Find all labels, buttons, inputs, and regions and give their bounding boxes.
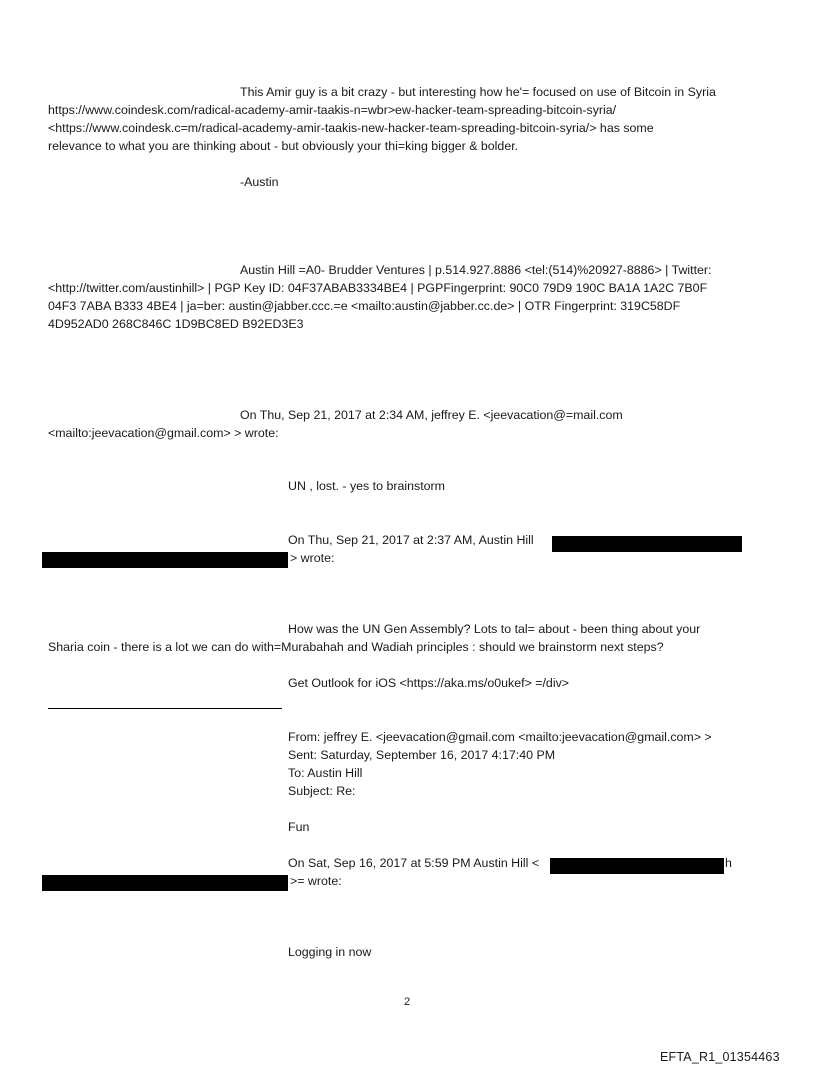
quote-body: How was the UN Gen Assembly? Lots to tal= about - been thing about your xyxy=(288,622,701,636)
message-body: Fun xyxy=(288,820,310,834)
signature-line: <http://twitter.com/austinhill> | PGP Key ID: 04F37ABAB3334BE4 | PGPFingerprint: 90C0 79D9 190C BA1A 1A2C 7B0F xyxy=(48,281,708,295)
quote-body: Sharia coin - there is a lot we can do with=Murabahah and Wadiah principles : should we brainstorm next steps? xyxy=(48,640,664,654)
quote-body: Logging in now xyxy=(288,945,372,959)
quote-header: > wrote: xyxy=(290,551,335,565)
subject-line: Subject: Re: xyxy=(288,784,356,798)
signoff: -Austin xyxy=(240,175,279,189)
body-text-line: relevance to what you are thinking about - but obviously your thi=king bigger & bolder. xyxy=(48,139,519,153)
quote-header: On Thu, Sep 21, 2017 at 2:37 AM, Austin Hill xyxy=(288,533,534,547)
sent-line: Sent: Saturday, September 16, 2017 4:17:40 PM xyxy=(288,748,556,762)
quote-body: UN , lost. - yes to brainstorm xyxy=(288,479,445,493)
redaction-bar xyxy=(552,536,742,552)
body-text-line: This Amir guy is a bit crazy - but interesting how he'= focused on use of Bitcoin in Syria xyxy=(240,85,716,99)
outlook-link-text: Get Outlook for iOS <https://aka.ms/o0ukef> =/div> xyxy=(288,676,569,690)
divider-line xyxy=(48,708,282,709)
to-line: To: Austin Hill xyxy=(288,766,363,780)
signature-line: 4D952AD0 268C846C 1D9BC8ED B92ED3E3 xyxy=(48,317,304,331)
quote-header: On Thu, Sep 21, 2017 at 2:34 AM, jeffrey E. <jeevacation@=mail.com xyxy=(240,408,623,422)
document-id: EFTA_R1_01354463 xyxy=(660,1050,780,1064)
body-text-line: https://www.coindesk.com/radical-academy-amir-taakis-n=wbr>ew-hacker-team-spreading-bitcoin-syria/ xyxy=(48,103,617,117)
from-line: From: jeffrey E. <jeevacation@gmail.com <mailto:jeevacation@gmail.com> > xyxy=(288,730,712,744)
quote-header: On Sat, Sep 16, 2017 at 5:59 PM Austin Hill < xyxy=(288,856,540,870)
redaction-bar xyxy=(550,858,724,874)
signature-line: Austin Hill =A0- Brudder Ventures | p.514.927.8886 <tel:(514)%20927-8886> | Twitter: xyxy=(240,263,712,277)
quote-header: >= wrote: xyxy=(290,874,342,888)
redaction-bar xyxy=(42,552,288,568)
body-text-line: <https://www.coindesk.c=m/radical-academy-amir-taakis-new-hacker-team-spreading-bitcoin-syria/> has some xyxy=(48,121,654,135)
signature-line: 04F3 7ABA B333 4BE4 | ja=ber: austin@jabber.ccc.=e <mailto:austin@jabber.cc.de> | OTR Fingerprint: 319C58DF xyxy=(48,299,681,313)
redaction-bar xyxy=(42,875,288,891)
quote-header: h xyxy=(725,856,732,870)
page-number: 2 xyxy=(404,996,411,1008)
quote-header: <mailto:jeevacation@gmail.com> > wrote: xyxy=(48,426,279,440)
